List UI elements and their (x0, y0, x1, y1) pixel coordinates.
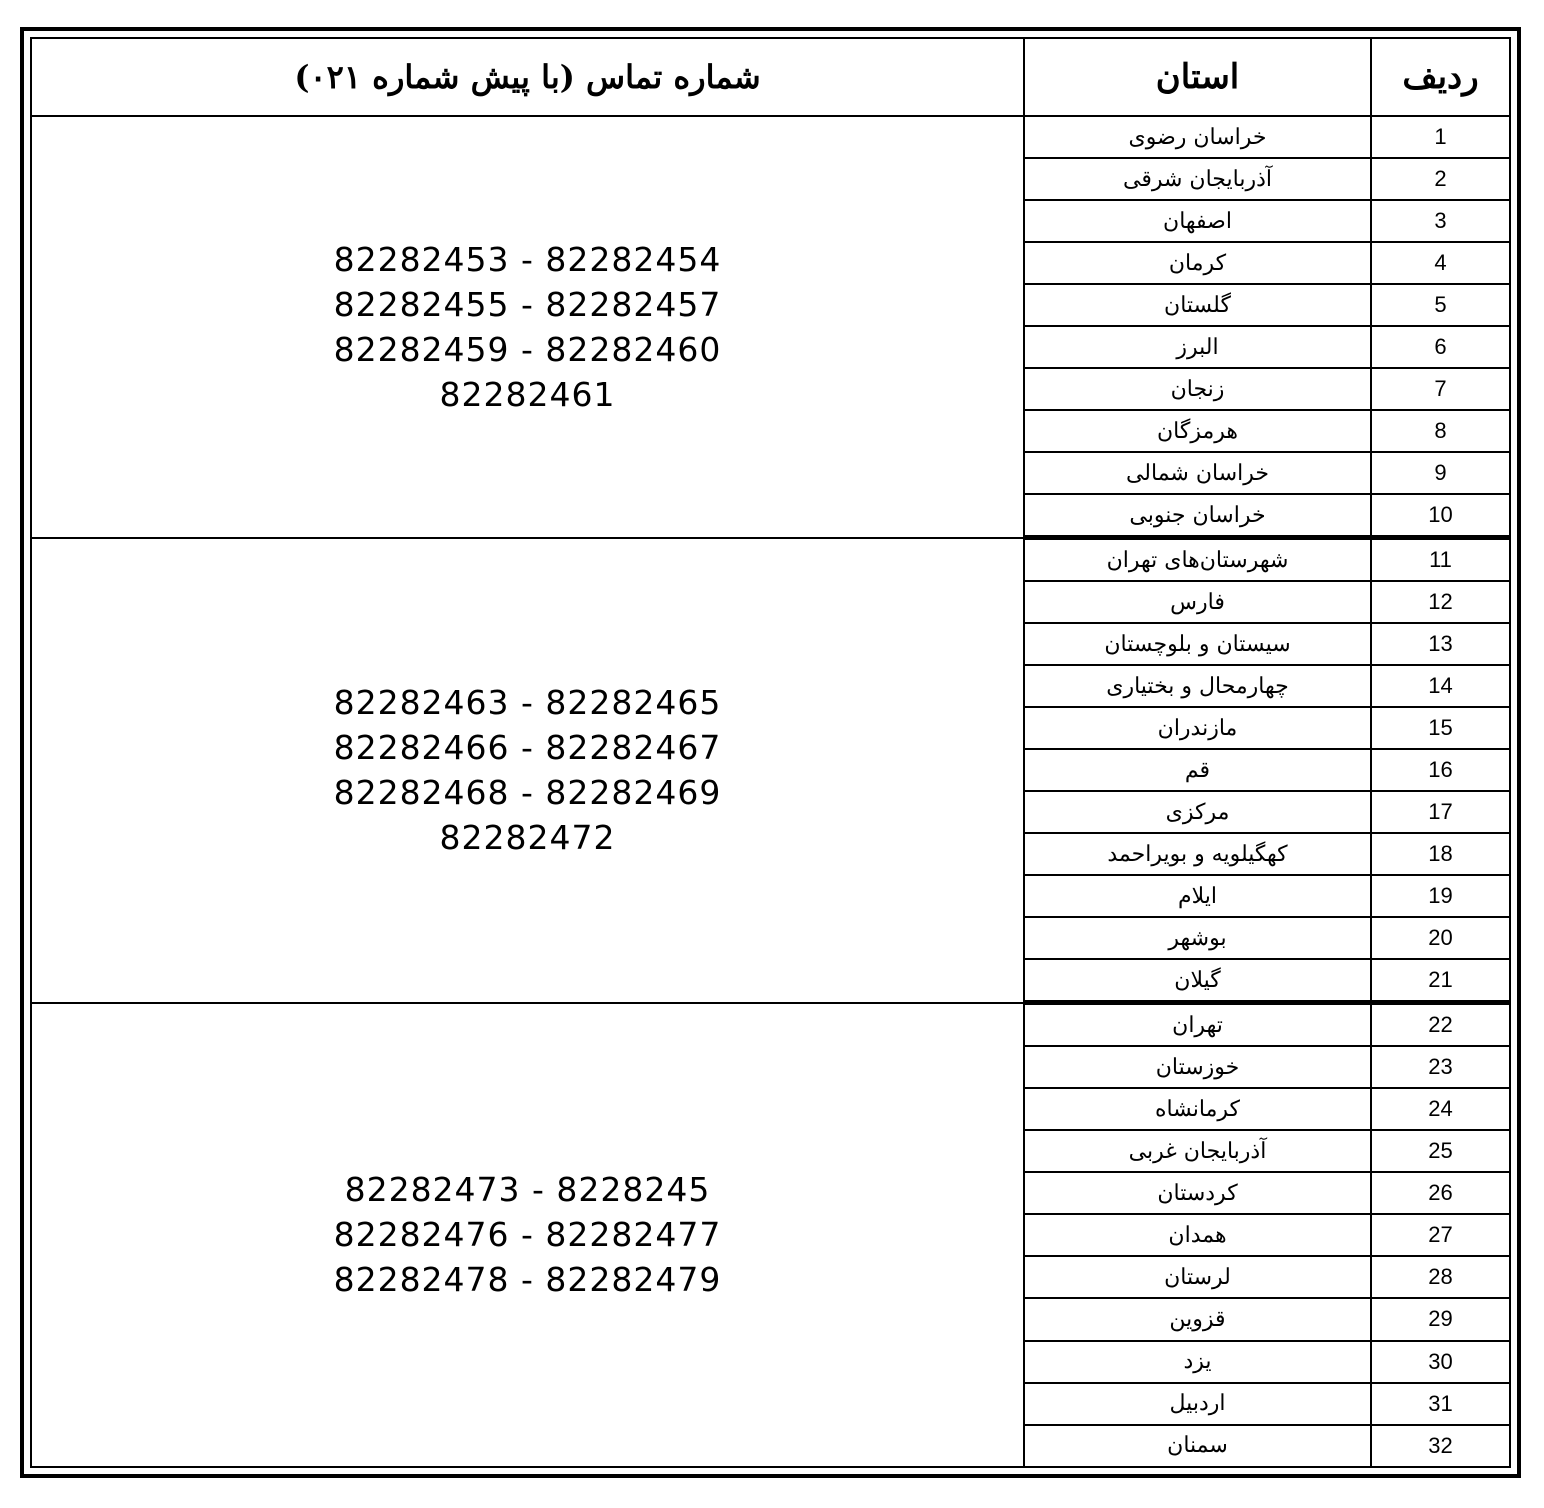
row-number: 5 (1371, 284, 1509, 326)
phone-line: 82282463 - 82282465 (333, 683, 722, 723)
row-number: 30 (1371, 1341, 1509, 1383)
phone-group-2 (32, 538, 1024, 1003)
phone-line: 82282459 - 82282460 (333, 329, 722, 369)
row-number: 24 (1371, 1088, 1509, 1130)
table-row (32, 116, 1509, 158)
phone-group-1 (32, 116, 1024, 538)
province-name: خراسان جنوبی (1024, 494, 1371, 538)
province-name: کرمانشاه (1024, 1088, 1371, 1130)
phone-line: 82282476 - 82282477 (333, 1215, 722, 1255)
province-name: گیلان (1024, 959, 1371, 1003)
header-row-number: ردیف (1371, 39, 1509, 116)
phone-line: 82282461 (439, 374, 616, 414)
province-name: فارس (1024, 581, 1371, 623)
row-number: 10 (1371, 494, 1509, 538)
province-name: آذربایجان شرقی (1024, 158, 1371, 200)
row-number: 8 (1371, 410, 1509, 452)
province-name: آذربایجان غربی (1024, 1130, 1371, 1172)
phone-line: 82282472 (439, 818, 616, 858)
province-name: بوشهر (1024, 917, 1371, 959)
phone-group-3 (32, 1003, 1024, 1466)
province-name: اصفهان (1024, 200, 1371, 242)
province-name: زنجان (1024, 368, 1371, 410)
row-number: 4 (1371, 242, 1509, 284)
phone-line: 82282466 - 82282467 (333, 728, 722, 768)
province-name: همدان (1024, 1214, 1371, 1256)
header-row (32, 39, 1509, 116)
province-name: تهران (1024, 1003, 1371, 1047)
row-number: 7 (1371, 368, 1509, 410)
row-number: 9 (1371, 452, 1509, 494)
row-number: 14 (1371, 665, 1509, 707)
row-number: 18 (1371, 833, 1509, 875)
row-number: 3 (1371, 200, 1509, 242)
province-name: قزوین (1024, 1298, 1371, 1340)
province-name: اردبیل (1024, 1383, 1371, 1425)
province-name: قم (1024, 749, 1371, 791)
table-inner-frame (30, 37, 1511, 1468)
row-number: 28 (1371, 1256, 1509, 1298)
row-number: 20 (1371, 917, 1509, 959)
row-number: 26 (1371, 1172, 1509, 1214)
province-name: مازندران (1024, 707, 1371, 749)
province-name: شهرستان‌های تهران (1024, 538, 1371, 582)
province-name: لرستان (1024, 1256, 1371, 1298)
contact-table (32, 39, 1509, 1466)
province-name: البرز (1024, 326, 1371, 368)
table-row (32, 538, 1509, 582)
province-name: یزد (1024, 1341, 1371, 1383)
province-name: سیستان و بلوچستان (1024, 623, 1371, 665)
row-number: 19 (1371, 875, 1509, 917)
phone-line: 82282468 - 82282469 (333, 773, 722, 813)
province-name: خوزستان (1024, 1046, 1371, 1088)
row-number: 12 (1371, 581, 1509, 623)
row-number: 17 (1371, 791, 1509, 833)
row-number: 27 (1371, 1214, 1509, 1256)
row-number: 25 (1371, 1130, 1509, 1172)
row-number: 22 (1371, 1003, 1509, 1047)
row-number: 16 (1371, 749, 1509, 791)
row-number: 2 (1371, 158, 1509, 200)
province-name: ایلام (1024, 875, 1371, 917)
province-name: چهارمحال و بختیاری (1024, 665, 1371, 707)
row-number: 13 (1371, 623, 1509, 665)
row-number: 23 (1371, 1046, 1509, 1088)
row-number: 29 (1371, 1298, 1509, 1340)
row-number: 1 (1371, 116, 1509, 158)
province-name: خراسان شمالی (1024, 452, 1371, 494)
province-name: مرکزی (1024, 791, 1371, 833)
province-name: کهگیلویه و بویراحمد (1024, 833, 1371, 875)
phone-line: 82282453 - 82282454 (333, 239, 722, 279)
header-phone: شماره تماس (با پیش شماره ۰۲۱) (32, 39, 1024, 116)
table-row (32, 1003, 1509, 1047)
province-name: کردستان (1024, 1172, 1371, 1214)
province-name: هرمزگان (1024, 410, 1371, 452)
phone-line: 82282455 - 82282457 (333, 284, 722, 324)
table-outer-frame (20, 27, 1521, 1478)
phone-line: 82282473 - 8228245 (344, 1170, 711, 1210)
province-name: خراسان رضوی (1024, 116, 1371, 158)
phone-line: 82282478 - 82282479 (333, 1260, 722, 1300)
row-number: 32 (1371, 1425, 1509, 1466)
row-number: 15 (1371, 707, 1509, 749)
province-name: سمنان (1024, 1425, 1371, 1466)
header-province: استان (1024, 39, 1371, 116)
row-number: 21 (1371, 959, 1509, 1003)
row-number: 11 (1371, 538, 1509, 582)
row-number: 6 (1371, 326, 1509, 368)
province-name: کرمان (1024, 242, 1371, 284)
row-number: 31 (1371, 1383, 1509, 1425)
province-name: گلستان (1024, 284, 1371, 326)
